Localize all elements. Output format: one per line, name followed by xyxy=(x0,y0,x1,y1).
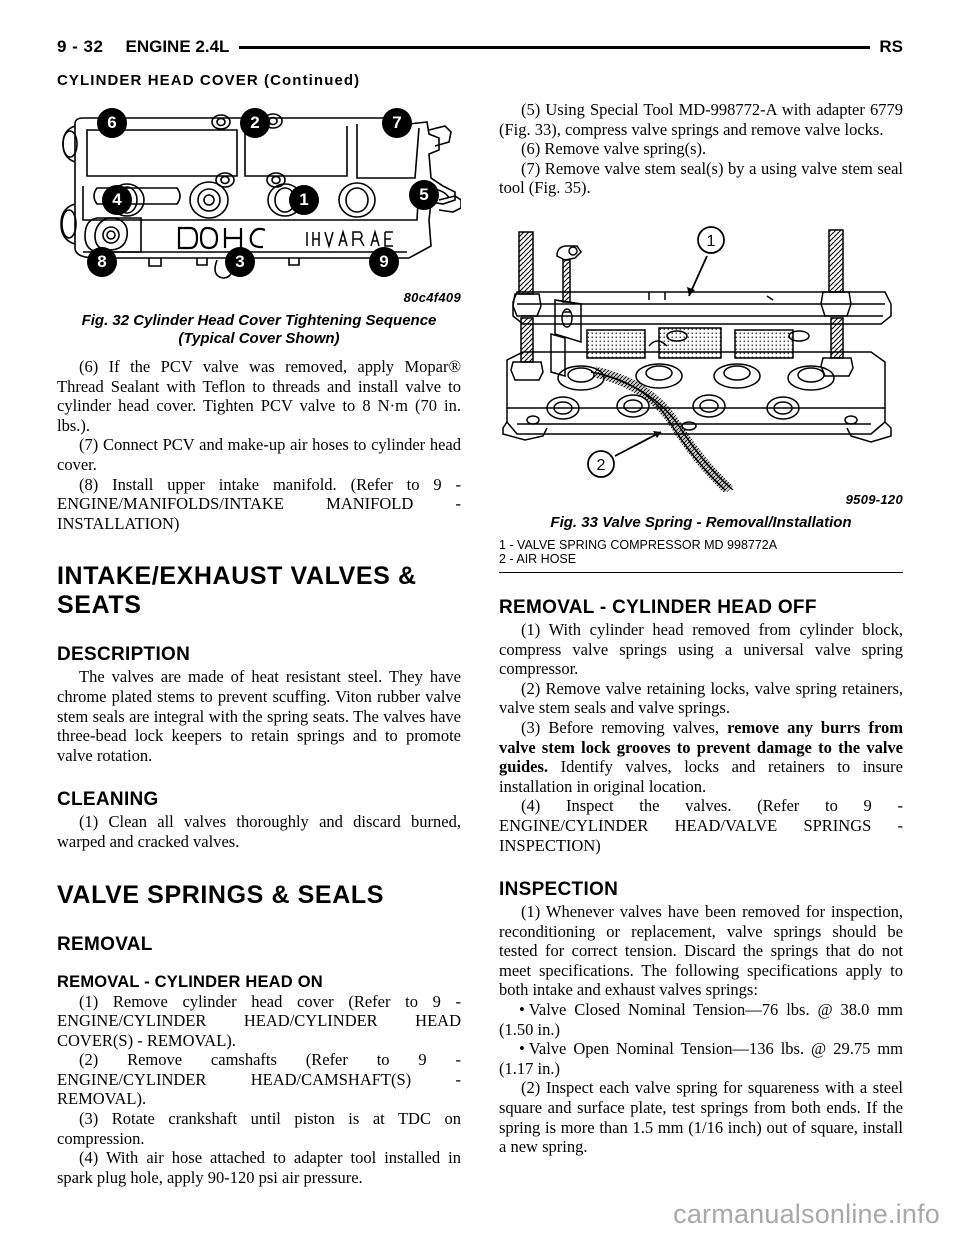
section-title-valve-springs-seals: VALVE SPRINGS & SEALS xyxy=(57,880,385,909)
figure-32-callout-2: 2 xyxy=(240,108,270,138)
inspection-step-1: (1) Whenever valves have been removed for inspection, reconditioning or replacement, valve springs should be tested for correct tension. Discard the springs that do not meet specifications. The following specifications apply to both intake and exhaust valves springs: xyxy=(499,902,903,1000)
inspection-bullet-1 xyxy=(499,1000,903,1039)
header-rule xyxy=(239,46,870,49)
right-step-6: (6) Remove valve spring(s). xyxy=(521,139,707,159)
heading-removal: REMOVAL xyxy=(57,933,153,955)
figure-32-caption-line1: Fig. 32 Cylinder Head Cover Tightening Sequence xyxy=(81,312,437,329)
removal-head-off-step-3 xyxy=(499,718,903,796)
bullet-marker: • xyxy=(519,1000,529,1020)
inspection-bullet-2-text: Valve Open Nominal Tension—136 lbs. @ 29.75 mm (1.17 in.) xyxy=(499,1039,903,1078)
right-step-7: (7) Remove valve stem seal(s) by a using valve stem seal tool (Fig. 35). xyxy=(499,158,903,198)
figure-32-callout-4: 4 xyxy=(102,185,132,215)
heading-description: DESCRIPTION xyxy=(57,644,191,666)
figure-32-callout-3: 3 xyxy=(225,247,255,277)
step-3-text-pre: (3) Before removing valves, xyxy=(521,717,728,737)
heading-removal-cylinder-head-off: REMOVAL - CYLINDER HEAD OFF xyxy=(499,596,817,618)
left-step-8: (8) Install upper intake manifold. (Refer to 9 - ENGINE/MANIFOLDS/INTAKE MANIFOLD - INSTALLATION) xyxy=(57,474,461,533)
running-head xyxy=(57,36,903,58)
removal-head-on-step-1: (1) Remove cylinder head cover (Refer to 9 - ENGINE/CYLINDER HEAD/CYLINDER HEAD COVER(S) - REMOVAL). xyxy=(57,991,461,1050)
figure-33-caption: Fig. 33 Valve Spring - Removal/Installation xyxy=(550,513,852,531)
heading-cleaning: CLEANING xyxy=(57,789,159,811)
figure-32-callout-5: 5 xyxy=(409,180,439,210)
figure-33-id: 9509-120 xyxy=(845,491,903,507)
inspection-bullet-2 xyxy=(499,1039,903,1078)
figure-33-legend-item-2: 2 - AIR HOSE xyxy=(499,552,577,567)
step-3-text-post: Identify valves, locks and retainers to insure installation in original location. xyxy=(499,757,903,796)
figure-32-callout-9: 9 xyxy=(369,247,399,277)
removal-head-on-step-3: (3) Rotate crankshaft until piston is at TDC on compression. xyxy=(57,1109,461,1148)
bullet-marker: • xyxy=(519,1039,529,1059)
heading-inspection: INSPECTION xyxy=(499,879,619,901)
page-folio: 9 - 32 xyxy=(57,37,104,56)
legend-divider xyxy=(499,572,903,573)
svg-text:1: 1 xyxy=(706,232,716,250)
site-watermark: carmanualsonline.info xyxy=(673,1199,940,1229)
removal-head-off-step-4: (4) Inspect the valves. (Refer to 9 - ENGINE/CYLINDER HEAD/VALVE SPRINGS - INSPECTION) xyxy=(499,796,903,855)
figure-33-legend-item-1: 1 - VALVE SPRING COMPRESSOR MD 998772A xyxy=(499,537,778,552)
step-3-text-bold: remove any burrs from valve stem lock grooves to prevent damage to the valve guides. xyxy=(499,717,903,777)
description-body: The valves are made of heat resistant steel. They have chrome plated stems to prevent scuffing. Viton rubber valve stem seals are integral with the spring seats. The valves have three-bead lock keepers to retain springs and to promote valve rotation. xyxy=(57,667,461,765)
figure-32-callout-7: 7 xyxy=(382,108,412,138)
removal-head-off-step-2: (2) Remove valve retaining locks, valve spring retainers, valve stem seals and valve springs. xyxy=(499,678,903,718)
left-step-7: (7) Connect PCV and make-up air hoses to cylinder head cover. xyxy=(57,435,461,474)
figure-33 xyxy=(499,212,903,573)
right-column xyxy=(499,100,903,1157)
figure-33-legend xyxy=(499,538,903,567)
inspection-step-2: (2) Inspect each valve spring for squareness with a steel square and surface plate, test springs from both ends. If the spring is more than 1.5 mm (1/16 inch) out of square, install a new spring. xyxy=(499,1078,903,1157)
inspection-bullet-1-text: Valve Closed Nominal Tension—76 lbs. @ 38.0 mm (1.50 in.) xyxy=(499,1000,903,1039)
removal-head-off-step-1: (1) With cylinder head removed from cylinder block, compress valve springs using a universal valve spring compressor. xyxy=(499,619,903,679)
valve-spring-compressor-illustration xyxy=(499,212,903,492)
figure-32-caption xyxy=(57,312,461,348)
right-step-5: (5) Using Special Tool MD-998772-A with adapter 6779 (Fig. 33), compress valve springs and remove valve locks. xyxy=(499,100,903,139)
figure-32-caption-line2: (Typical Cover Shown) xyxy=(178,330,340,347)
figure-32-callout-6: 6 xyxy=(97,108,127,138)
figure-32-id: 80c4f409 xyxy=(403,290,461,305)
figure-32-callout-8: 8 xyxy=(87,247,117,277)
figure-32 xyxy=(57,100,461,348)
heading-removal-cylinder-head-on: REMOVAL - CYLINDER HEAD ON xyxy=(57,972,323,991)
left-column xyxy=(57,100,461,1187)
edition-code: RS xyxy=(879,37,903,56)
figure-32-artwork xyxy=(57,100,461,290)
cleaning-body: (1) Clean all valves thoroughly and discard burned, warped and cracked valves. xyxy=(57,812,461,851)
section-title-intake-exhaust-valves: INTAKE/EXHAUST VALVES & SEATS xyxy=(57,562,417,620)
continued-heading: CYLINDER HEAD COVER (Continued) xyxy=(57,72,361,89)
figure-32-callout-1: 1 xyxy=(289,185,319,215)
left-step-6: (6) If the PCV valve was removed, apply Mopar® Thread Sealant with Teflon to threads and install valve to cylinder head cover. Tighten PCV valve to 8 N·m (70 in. lbs.). xyxy=(57,357,461,435)
book-title: ENGINE 2.4L xyxy=(125,37,230,56)
removal-head-on-step-4: (4) With air hose attached to adapter tool installed in spark plug hole, apply 90-120 psi air pressure. xyxy=(57,1148,461,1187)
figure-33-artwork xyxy=(499,212,903,492)
svg-text:2: 2 xyxy=(596,456,606,474)
removal-head-on-step-2: (2) Remove camshafts (Refer to 9 - ENGINE/CYLINDER HEAD/CAMSHAFT(S) - REMOVAL). xyxy=(57,1050,461,1109)
